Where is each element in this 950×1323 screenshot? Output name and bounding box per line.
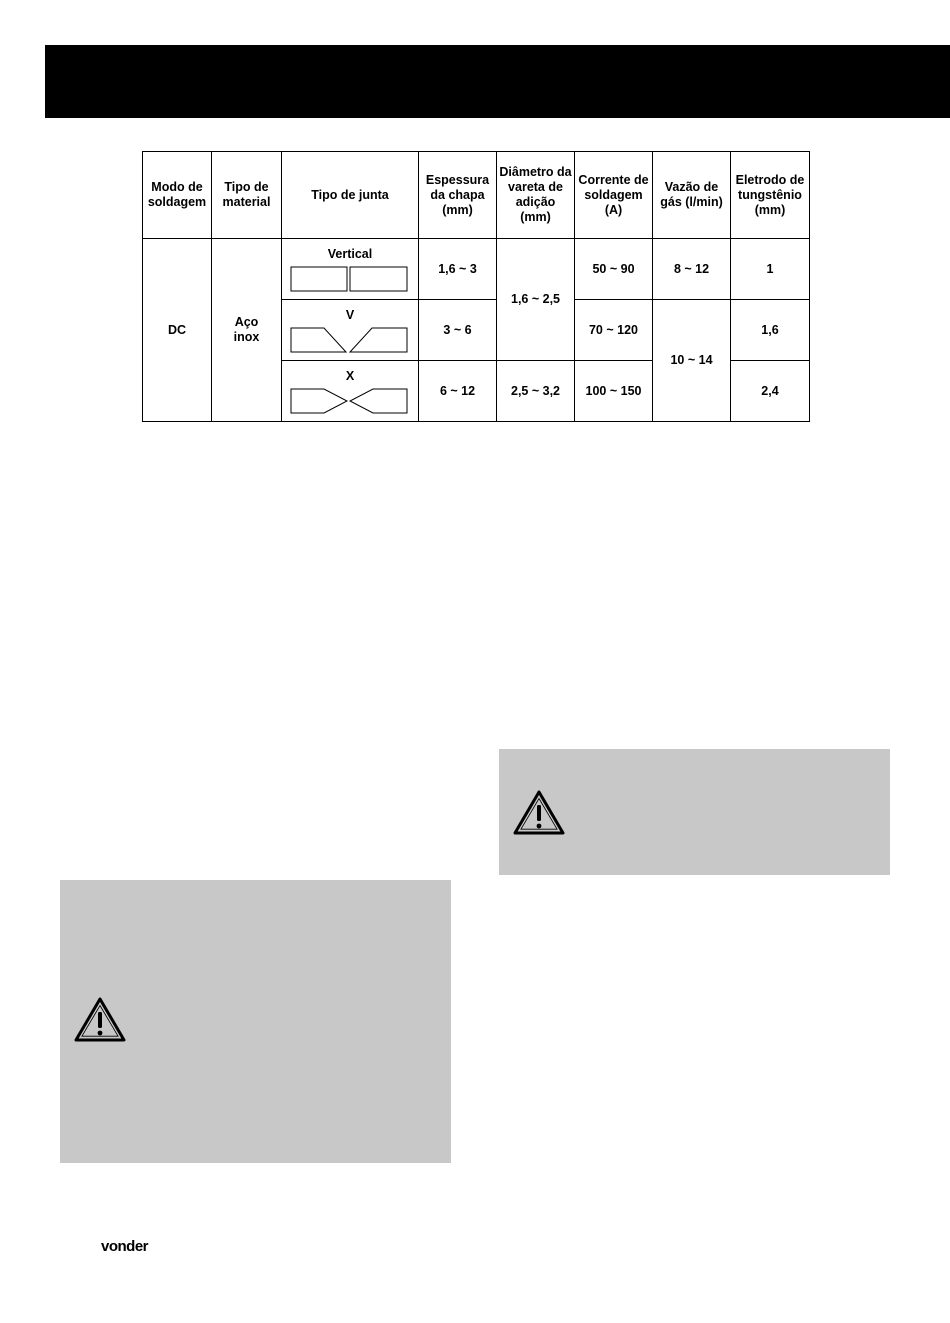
cell-thickness: 1,6 ~ 3	[419, 239, 497, 300]
warning-triangle-icon	[73, 996, 127, 1044]
header-gas-flow: Vazão de gás (l/min)	[653, 152, 731, 239]
cell-thickness: 3 ~ 6	[419, 300, 497, 361]
header-bar	[45, 45, 950, 118]
cell-material	[212, 239, 282, 422]
cell-electrode: 1,6	[731, 300, 810, 361]
cell-rod-diameter: 1,6 ~ 2,5	[497, 239, 575, 361]
header-plate-thickness: Espessura da chapa (mm)	[419, 152, 497, 239]
brand-logo: vonder	[101, 1238, 149, 1255]
table-row	[143, 239, 810, 300]
header-joint-type: Tipo de junta	[282, 152, 419, 239]
table-header-row	[143, 152, 810, 239]
cell-joint-x	[282, 361, 419, 422]
joint-label-v: V	[345, 307, 355, 322]
cell-electrode: 1	[731, 239, 810, 300]
cell-thickness: 6 ~ 12	[419, 361, 497, 422]
header-tungsten-electrode: Eletrodo de tungstênio (mm)	[731, 152, 810, 239]
header-welding-current: Corrente de soldagem (A)	[575, 152, 653, 239]
cell-gas-flow: 10 ~ 14	[653, 300, 731, 422]
vertical-joint-diagram	[290, 264, 410, 294]
v-joint-diagram	[290, 325, 410, 355]
cell-welding-mode: DC	[143, 239, 212, 422]
joint-label-x: X	[345, 368, 355, 383]
warning-box-right	[499, 749, 890, 875]
cell-current: 50 ~ 90	[575, 239, 653, 300]
material-text: Aço inox	[233, 315, 260, 344]
cell-rod-diameter: 2,5 ~ 3,2	[497, 361, 575, 422]
welding-parameters-table	[142, 151, 810, 422]
warning-triangle-icon	[512, 789, 566, 837]
cell-current: 100 ~ 150	[575, 361, 653, 422]
cell-gas-flow: 8 ~ 12	[653, 239, 731, 300]
cell-electrode: 2,4	[731, 361, 810, 422]
cell-current: 70 ~ 120	[575, 300, 653, 361]
header-welding-mode: Modo de soldagem	[143, 152, 212, 239]
joint-label-vertical: Vertical	[327, 246, 373, 261]
header-material-type: Tipo de material	[212, 152, 282, 239]
warning-box-left	[60, 880, 451, 1163]
header-rod-diameter: Diâmetro da vareta de adição (mm)	[497, 152, 575, 239]
cell-joint-v	[282, 300, 419, 361]
cell-joint-vertical	[282, 239, 419, 300]
x-joint-diagram	[290, 386, 410, 416]
